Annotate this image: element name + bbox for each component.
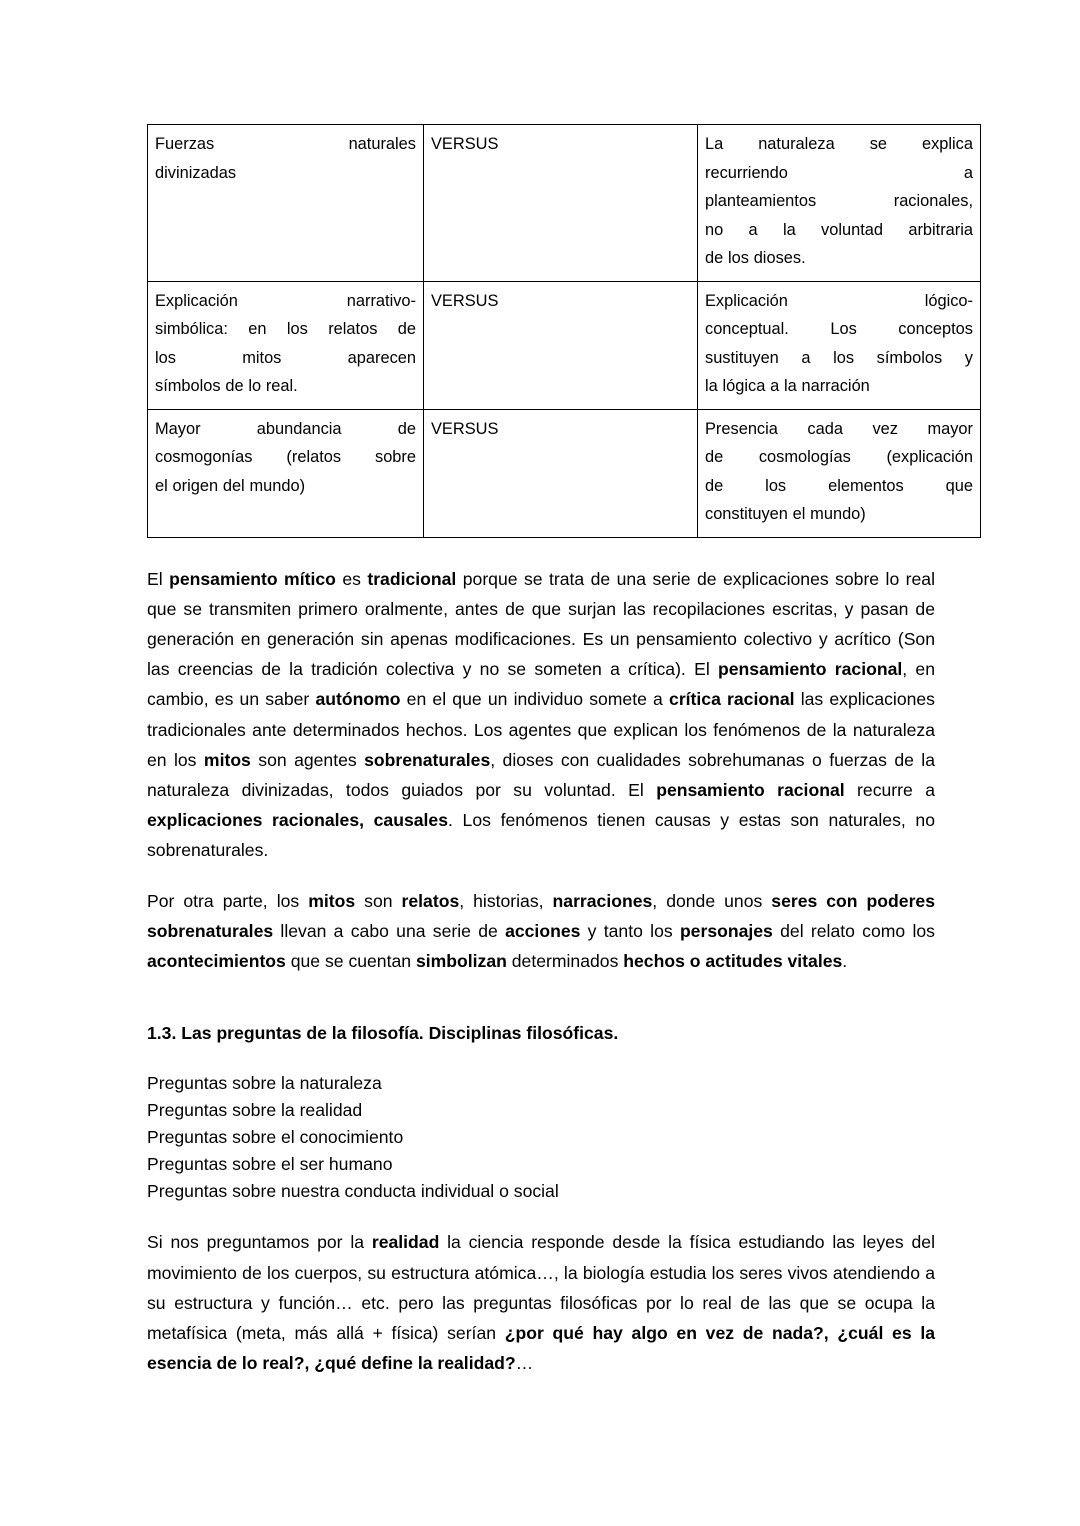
text-run: …	[515, 1353, 534, 1374]
cell-text-line: Fuerzas naturales	[155, 135, 416, 153]
cell-text-line: Presencia cada vez mayor	[705, 419, 973, 438]
cell-text-line: Mayor abundancia de	[155, 419, 416, 438]
cell-text-line: no a la voluntad arbitraria	[705, 220, 973, 239]
text-run-bold: narraciones	[552, 890, 653, 911]
spacer	[147, 1205, 935, 1227]
text-run-bold: relatos	[401, 890, 460, 911]
paragraph-reality-metaphysics	[147, 1227, 935, 1378]
cell-text-versus: VERSUS	[431, 135, 499, 153]
text-run-bold: autónomo	[315, 689, 401, 710]
spacer	[147, 1048, 935, 1070]
table-cell-middle	[424, 409, 698, 537]
list-item: Preguntas sobre nuestra conducta individual o social	[147, 1181, 559, 1202]
paragraph-mythical-thought	[147, 564, 935, 866]
cell-text-line: símbolos de lo real.	[155, 377, 298, 395]
list-item: Preguntas sobre la realidad	[147, 1100, 363, 1121]
spacer	[147, 866, 935, 886]
text-run: recurre a	[844, 779, 935, 800]
cell-text-versus: VERSUS	[431, 291, 499, 310]
list-item: Preguntas sobre la naturaleza	[147, 1073, 382, 1094]
cell-text-line: La naturaleza se explica	[705, 135, 973, 153]
text-run: que se cuentan	[285, 950, 416, 971]
cell-text-line: sustituyen a los símbolos y	[705, 348, 973, 367]
table-cell-left	[148, 281, 424, 409]
cell-text-line: de cosmologías (explicación	[705, 448, 973, 466]
table-row	[148, 409, 981, 537]
cell-text-line: conceptual. Los conceptos	[705, 320, 973, 338]
spacer	[147, 538, 935, 564]
cell-text-line: planteamientos racionales,	[705, 192, 973, 210]
table-cell-middle	[424, 125, 698, 282]
paragraph-myths-as-stories	[147, 886, 935, 977]
cell-text-line: de los dioses.	[705, 249, 806, 267]
text-run: , historias,	[459, 890, 553, 911]
text-run: en el que un individuo somete a	[400, 689, 670, 710]
cell-text-line: el origen del mundo)	[155, 476, 306, 495]
text-run: es	[335, 568, 368, 589]
text-run: llevan a cabo una serie de	[273, 920, 506, 941]
text-run-bold: explicaciones racionales, causales	[147, 810, 448, 831]
text-run: , donde unos	[652, 890, 772, 911]
comparison-table	[147, 124, 981, 538]
text-run-bold: pensamiento racional	[718, 659, 903, 680]
text-run-bold: acciones	[505, 920, 581, 941]
table-cell-left	[148, 125, 424, 282]
text-run: . Los fenómenos tienen causas y estas son naturales, no sobrenaturales.	[147, 810, 935, 861]
cell-text-line: constituyen el mundo)	[705, 505, 866, 523]
text-run: las explicaciones tradicionales ante determinados hechos. Los agentes que explican los fenómenos de la naturaleza en los	[147, 689, 935, 770]
cell-text-versus: VERSUS	[431, 419, 499, 438]
text-run-bold: personajes	[679, 920, 773, 941]
spacer	[147, 976, 935, 1018]
table-row	[148, 281, 981, 409]
cell-text-line: de los elementos que	[705, 476, 973, 495]
text-run-bold: crítica racional	[669, 689, 795, 710]
text-run: determinados	[506, 950, 624, 971]
text-run-bold: mitos	[203, 749, 251, 770]
cell-text-line: cosmogonías (relatos sobre	[155, 448, 416, 466]
text-run: , dioses con cualidades sobrehumanas o fuerzas de la naturaleza divinizadas, todos guiados por su voluntad. El	[147, 749, 936, 800]
text-run-bold: pensamiento mítico	[169, 568, 336, 589]
cell-text-line: recurriendo a	[705, 163, 973, 182]
text-run-bold: hechos o actitudes vitales	[623, 950, 843, 971]
text-run: son	[355, 890, 402, 911]
text-run: .	[842, 950, 848, 971]
table-cell-middle	[424, 281, 698, 409]
table-cell-right	[698, 281, 981, 409]
text-run-bold: ¿por qué hay algo en vez de nada?, ¿cuál es la esencia de lo real?, ¿qué define la realidad?	[147, 1322, 935, 1374]
cell-text-line: la lógica a la narración	[705, 377, 870, 395]
table-cell-right	[698, 409, 981, 537]
text-run-bold: acontecimientos	[147, 950, 286, 971]
cell-text-line: simbólica: en los relatos de	[155, 320, 416, 338]
text-run: la ciencia responde desde la física estudiando las leyes del movimiento de los cuerpos, su estructura atómica…, la biología estudia los seres vivos atendiendo a su estructura y función… etc. pero las preguntas filosóficas por lo real de las que se ocupa la metafísica (meta, más allá + física) serían	[147, 1232, 935, 1343]
text-run: Si nos preguntamos por la	[147, 1232, 372, 1253]
cell-text-line: los mitos aparecen	[155, 348, 416, 367]
cell-text-line: Explicación narrativo-	[155, 291, 416, 310]
text-run: son agentes	[250, 749, 365, 770]
text-run-bold: pensamiento racional	[656, 779, 845, 800]
text-run: Por otra parte, los	[147, 890, 309, 911]
text-run: El	[147, 568, 170, 589]
text-run-bold: mitos	[308, 890, 356, 911]
text-run: porque se trata de una serie de explicaciones sobre lo real que se transmiten primero oralmente, antes de que surjan las recopilaciones escritas, y pasan de generación en generación sin apenas modificaciones. Es un pensamiento colectivo y acrítico (Son las creencias de la tradición colectiva y no se someten a crítica). El	[147, 568, 936, 680]
text-run-bold: realidad	[371, 1232, 440, 1253]
text-run-bold: tradicional	[367, 568, 457, 589]
table-cell-left	[148, 409, 424, 537]
text-run: y tanto los	[580, 920, 680, 941]
text-run: , en cambio, es un saber	[147, 659, 935, 710]
text-run-bold: seres con poderes sobrenaturales	[147, 890, 935, 941]
text-run: del relato como los	[772, 920, 935, 941]
text-run-bold: simbolizan	[415, 950, 507, 971]
document-content	[147, 124, 973, 1378]
list-item: Preguntas sobre el ser humano	[147, 1154, 393, 1175]
cell-text-line: Explicación lógico-	[705, 291, 973, 310]
text-run-bold: sobrenaturales	[364, 749, 491, 770]
cell-text-line: divinizadas	[155, 163, 237, 182]
table-cell-right	[698, 125, 981, 282]
list-item: Preguntas sobre el conocimiento	[147, 1127, 404, 1148]
section-heading: 1.3. Las preguntas de la filosofía. Disciplinas filosóficas.	[147, 1023, 619, 1044]
table-row	[148, 125, 981, 282]
questions-list	[147, 1070, 935, 1205]
